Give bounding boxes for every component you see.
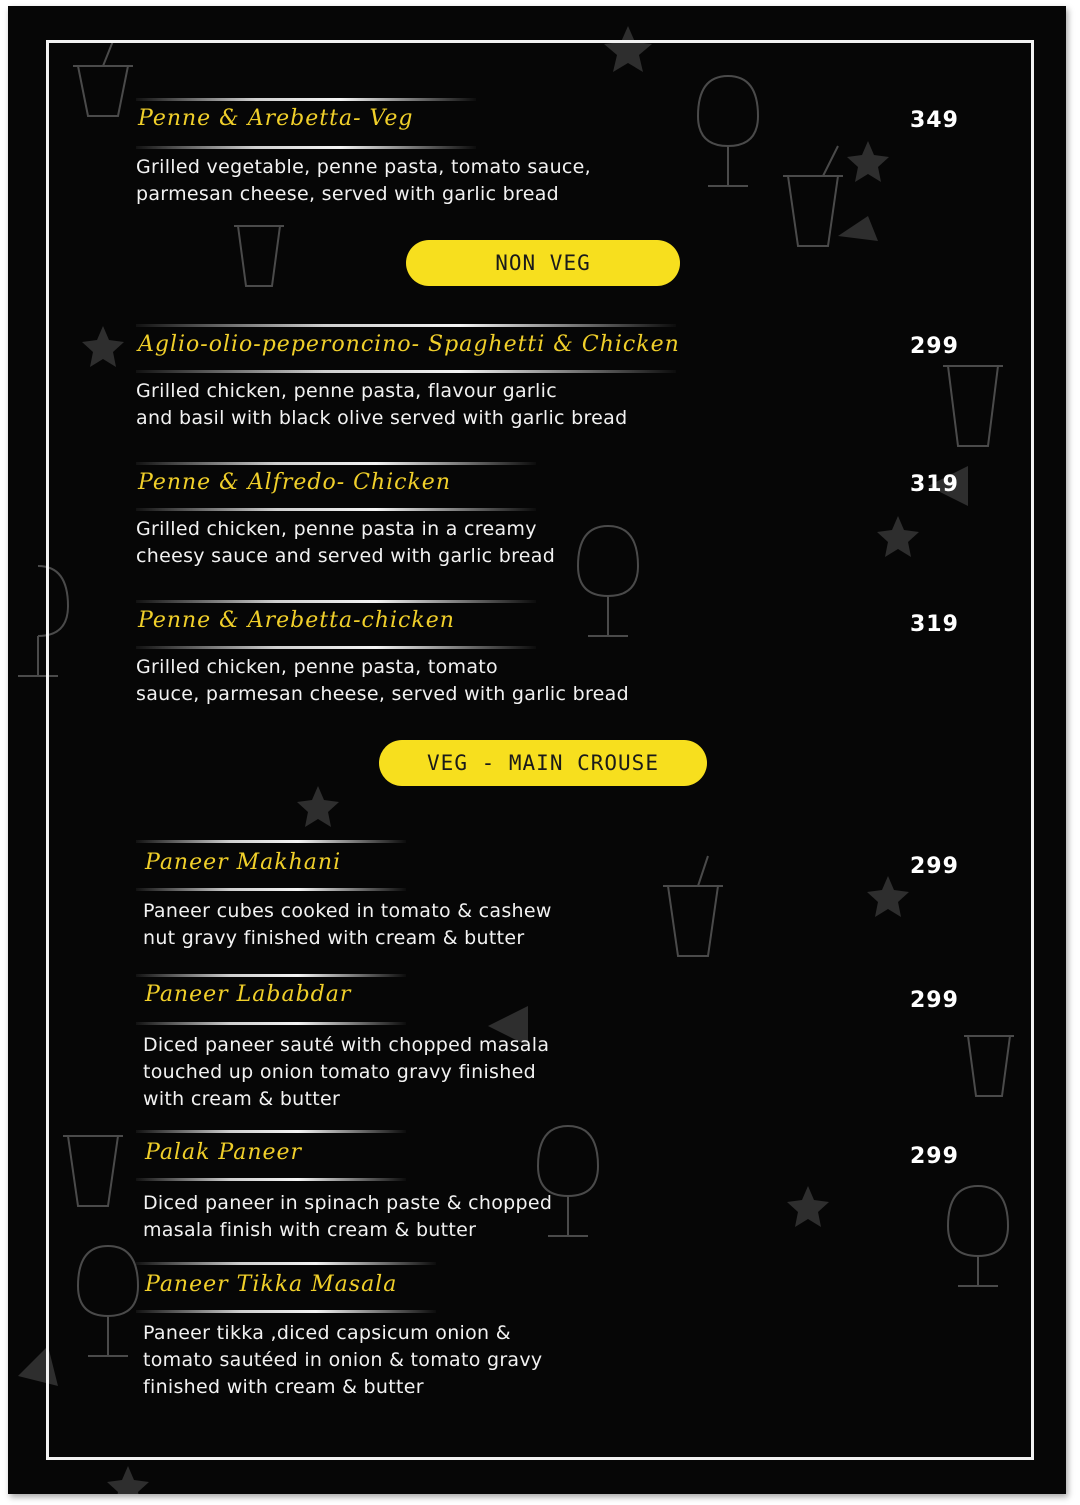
divider — [136, 98, 476, 101]
divider — [136, 974, 406, 977]
menu-item-name: Penne & Arebetta-chicken — [138, 608, 455, 633]
menu-page — [8, 6, 1066, 1494]
menu-item-description: Diced paneer sauté with chopped masala touched up onion tomato gravy finished with cream & butter — [143, 1034, 550, 1110]
menu-item-name: Penne & Alfredo- Chicken — [138, 470, 451, 495]
divider — [136, 840, 406, 843]
menu-item-name: Paneer Lababdar — [145, 982, 352, 1007]
menu-item-description: Grilled chicken, penne pasta, flavour garlic and basil with black olive served with garlic bread — [136, 380, 628, 429]
menu-item-name: Aglio-olio-peperoncino- Spaghetti & Chicken — [138, 332, 680, 357]
divider — [136, 1178, 406, 1181]
divider — [136, 1130, 406, 1133]
menu-item-price: 299 — [910, 1144, 959, 1169]
menu-item-price: 349 — [910, 108, 959, 133]
section-heading-veg-main-course: VEG - MAIN CROUSE — [379, 740, 707, 786]
divider — [136, 888, 406, 891]
section-heading-non-veg: NON VEG — [406, 240, 680, 286]
menu-item-description: Grilled vegetable, penne pasta, tomato sauce, parmesan cheese, served with garlic bread — [136, 156, 591, 205]
divider — [136, 646, 536, 649]
divider — [136, 370, 676, 373]
menu-item-description: Grilled chicken, penne pasta in a creamy cheesy sauce and served with garlic bread — [136, 518, 556, 567]
divider — [136, 324, 676, 327]
divider — [136, 1262, 436, 1265]
menu-item-description: Diced paneer in spinach paste & chopped masala finish with cream & butter — [143, 1192, 553, 1241]
divider — [136, 146, 476, 149]
menu-item-name: Penne & Arebetta- Veg — [138, 106, 414, 131]
menu-item-price: 299 — [910, 854, 959, 879]
menu-item-price: 299 — [910, 988, 959, 1013]
divider — [136, 508, 536, 511]
menu-item-name: Paneer Makhani — [145, 850, 342, 875]
menu-item-name: Paneer Tikka Masala — [145, 1272, 398, 1297]
menu-item-price: 319 — [910, 612, 959, 637]
divider — [136, 600, 536, 603]
menu-item-description: Paneer cubes cooked in tomato & cashew nut gravy finished with cream & butter — [143, 900, 552, 949]
menu-item-name: Palak Paneer — [145, 1140, 303, 1165]
menu-item-price: 299 — [910, 334, 959, 359]
menu-item-price: 319 — [910, 472, 959, 497]
divider — [136, 1022, 406, 1025]
divider — [136, 462, 536, 465]
menu-item-description: Paneer tikka ,diced capsicum onion & tomato sautéed in onion & tomato gravy finished with cream & butter — [143, 1322, 543, 1398]
divider — [136, 1310, 436, 1313]
menu-item-description: Grilled chicken, penne pasta, tomato sauce, parmesan cheese, served with garlic bread — [136, 656, 629, 705]
